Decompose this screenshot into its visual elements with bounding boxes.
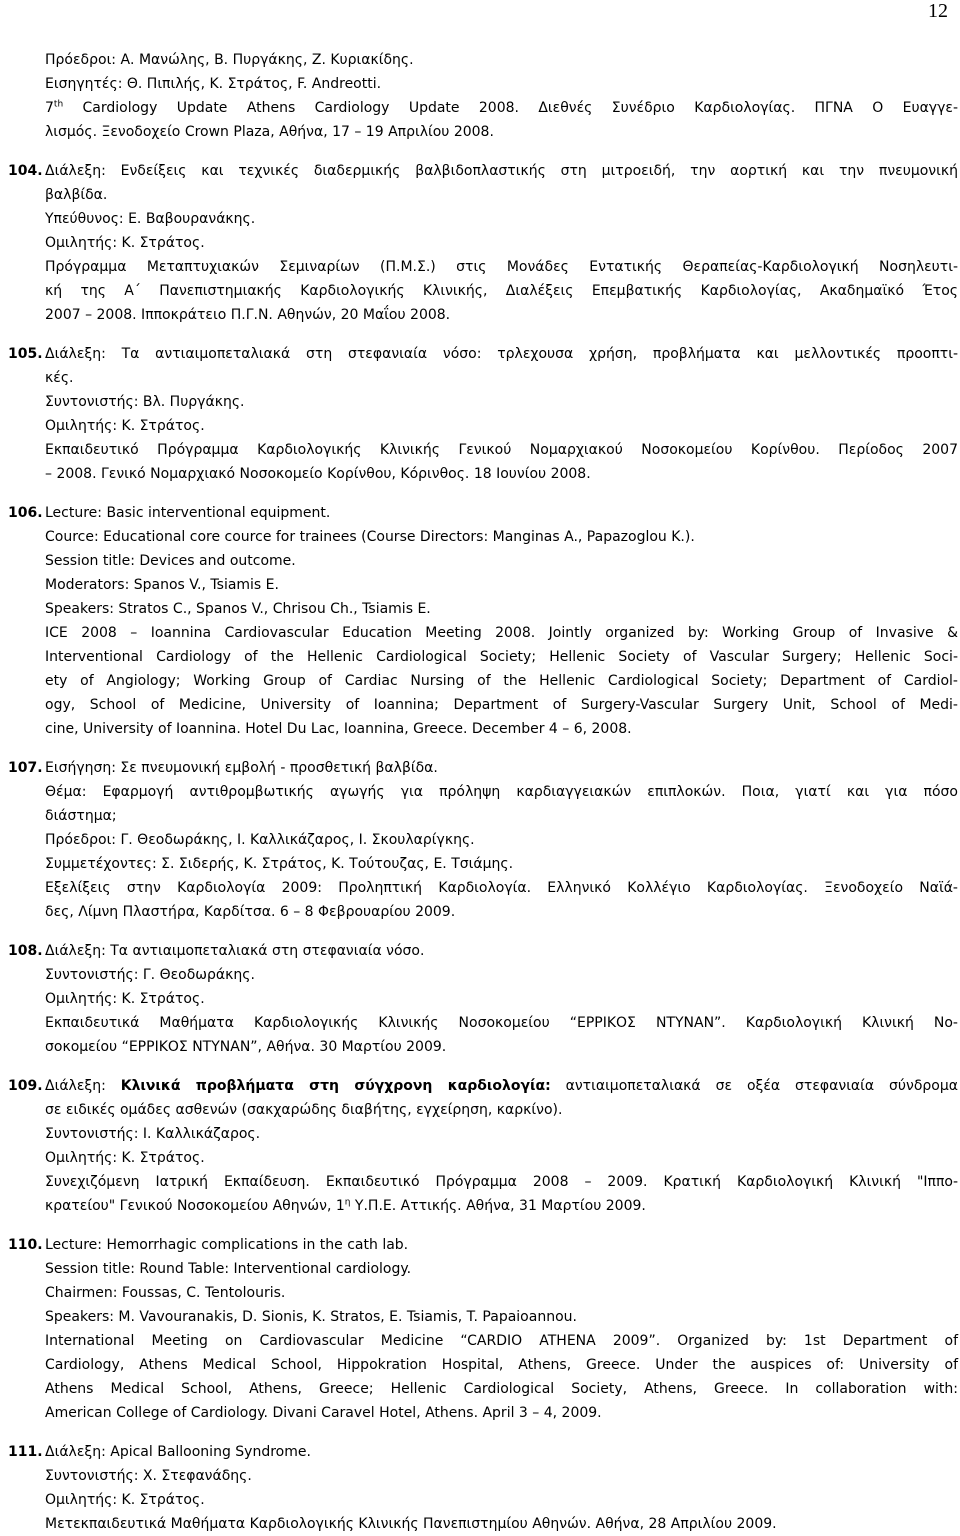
- entry-line: Session title: Devices and outcome.: [45, 553, 296, 569]
- entry-line: Συνεχιζόμενη Ιατρική Εκπαίδευση. Εκπαιδευτικό Πρόγραμμα 2008 – 2009. Κρατική Καρδιολογική Κλινική "Ιππο-: [45, 1174, 958, 1190]
- entry-line: Cardiology, Athens Medical School, Hippokration Hospital, Athens, Greece. Under the auspices of: University of: [45, 1357, 958, 1373]
- intro-line: Πρόεδροι: Α. Μανώλης, Β. Πυργάκης, Ζ. Κυριακίδης.: [45, 52, 414, 68]
- intro-line: Εισηγητές: Θ. Πιπιλής, Κ. Στράτος, F. Andreotti.: [45, 76, 382, 92]
- entry-line: Διάλεξη: Τα αντιαιμοπεταλιακά στη στεφανιαία νόσο.: [45, 943, 425, 959]
- entry-text: Υ.Π.Ε. Αττικής. Αθήνα, 31 Μαρτίου 2009.: [350, 1198, 646, 1214]
- entry-line: κή της Α΄ Πανεπιστημιακής Καρδιολογικής Κλινικής, Διαλέξεις Επεμβατικής Καρδιολογίας, Ακαδημαϊκό Έτος: [45, 283, 958, 299]
- entry-109: [8, 1074, 958, 1218]
- entry-line: Συντονιστής: Ι. Καλλικάζαρος.: [45, 1126, 261, 1142]
- intro-line: λισμός. Ξενοδοχείο Crown Plaza, Αθήνα, 17 – 19 Απριλίου 2008.: [45, 124, 494, 140]
- entry-line: ety of Angiology; Working Group of Cardiac Nursing of the Hellenic Cardiological Society; Department of Cardiol-: [45, 673, 958, 689]
- entry-line: Διάλεξη: Τα αντιαιμοπεταλιακά στη στεφανιαία νόσο: τρλεχουσα χρήση, προβλήματα και μελλοντικές προοπτι-: [45, 346, 958, 362]
- entry-line: Εκπαιδευτικά Μαθήματα Καρδιολογικής Κλινικής Νοσοκομείου “ΕΡΡΙΚΟΣ ΝΤΥΝΑΝ”. Καρδιολογική Κλινική Νο-: [45, 1015, 958, 1031]
- entry-line: Υπεύθυνος: Ε. Βαβουρανάκης.: [45, 211, 256, 227]
- entry-line: Session title: Round Table: Interventional cardiology.: [45, 1261, 412, 1277]
- entry-number: 110.: [8, 1237, 43, 1253]
- entry-106: [8, 501, 958, 741]
- entry-line: Speakers: M. Vavouranakis, D. Sionis, K. Stratos, E. Tsiamis, T. Papaioannou.: [45, 1309, 577, 1325]
- entry-line: Ομιλητής: Κ. Στράτος.: [45, 1492, 205, 1508]
- entry-number: 111.: [8, 1444, 43, 1460]
- entry-105: [8, 342, 958, 486]
- entry-line: βαλβίδα.: [45, 187, 108, 203]
- entry-line: ICE 2008 – Ioannina Cardiovascular Education Meeting 2008. Jointly organized by: Working Group of Invasive &: [45, 625, 958, 641]
- intro-text: 7: [45, 100, 54, 116]
- entry-line: Ομιλητής: Κ. Στράτος.: [45, 418, 205, 434]
- entry-number: 104.: [8, 163, 43, 179]
- superscript: η: [344, 1197, 351, 1208]
- entry-line: Ομιλητής: Κ. Στράτος.: [45, 235, 205, 251]
- entry-line: [45, 1074, 958, 1098]
- entry-line: Εκπαιδευτικό Πρόγραμμα Καρδιολογικής Κλινικής Γενικού Νομαρχιακού Νοσοκομείου Κορίνθου. Περίοδος 2007: [45, 442, 958, 458]
- entry-number: 108.: [8, 943, 43, 959]
- entry-line: σε ειδικές ομάδες ασθενών (σακχαρώδης διαβήτης, εγχείρηση, καρκίνο).: [45, 1102, 563, 1118]
- entry-number: 107.: [8, 760, 43, 776]
- entry-text: αντιαιμοπεταλιακά σε οξέα στεφανιαία σύνδρομα: [550, 1078, 958, 1094]
- entry-line: Πρόγραμμα Μεταπτυχιακών Σεμιναρίων (Π.Μ.Σ.) στις Μονάδες Εντατικής Θεραπείας-Καρδιολογική Νοσηλευτι-: [45, 259, 958, 275]
- bold-topic: Κλινικά προβλήματα στη σύγχρονη καρδιολογία:: [120, 1078, 551, 1094]
- entry-text: κρατείου" Γενικού Νοσοκομείου Αθηνών, 1: [45, 1198, 345, 1214]
- document-body: [8, 48, 958, 1536]
- entry-line: Συντονιστής: Γ. Θεοδωράκης.: [45, 967, 255, 983]
- entry-110: [8, 1233, 958, 1425]
- entry-line: cine, University of Ioannina. Hotel Du Lac, Ioannina, Greece. December 4 – 6, 2008.: [45, 721, 632, 737]
- entry-number: 109.: [8, 1078, 43, 1094]
- entry-108: [8, 939, 958, 1059]
- entry-line: Διάλεξη: Apical Ballooning Syndrome.: [45, 1444, 311, 1460]
- superscript: th: [53, 99, 64, 110]
- entry-line: Εξελίξεις στην Καρδιολογία 2009: Προληπτική Καρδιολογία. Ελληνικό Κολλέγιο Καρδιολογίας. Ξενοδοχείο Ναϊά-: [45, 880, 958, 896]
- entry-line: ogy, School of Medicine, University of Ioannina; Department of Surgery-Vascular Surgery Unit, School of Medi-: [45, 697, 958, 713]
- entry-line: Πρόεδροι: Γ. Θεοδωράκης, Ι. Καλλικάζαρος, Ι. Σκουλαρίγκης.: [45, 832, 475, 848]
- entry-line: Lecture: Basic interventional equipment.: [45, 505, 331, 521]
- entry-intro: [45, 48, 958, 144]
- entry-line: Συμμετέχοντες: Σ. Σιδερής, Κ. Στράτος, Κ. Τούτουζας, Ε. Τσιάμης.: [45, 856, 514, 872]
- entry-line: Θέμα: Εφαρμογή αντιθρομβωτικής αγωγής για πρόληψη καρδιαγγειακών επιπλοκών. Ποια, γιατί και για πόσο: [45, 784, 958, 800]
- page-number: 12: [928, 0, 948, 22]
- entry-number: 106.: [8, 505, 43, 521]
- entry-text: Διάλεξη:: [45, 1078, 121, 1094]
- intro-line: [45, 96, 958, 120]
- intro-text: Cardiology Update Athens Cardiology Update 2008. Διεθνές Συνέδριο Καρδιολογίας. ΠΓΝΑ Ο Ευαγγε-: [63, 100, 958, 116]
- entry-line: Ομιλητής: Κ. Στράτος.: [45, 991, 205, 1007]
- entry-line: – 2008. Γενικό Νομαρχιακό Νοσοκομείο Κορίνθου, Κόρινθος. 18 Ιουνίου 2008.: [45, 466, 591, 482]
- entry-line: Interventional Cardiology of the Hellenic Cardiological Society; Hellenic Society of Vascular Surgery; Hellenic Soci-: [45, 649, 958, 665]
- entry-line: Συντονιστής: Χ. Στεφανάδης.: [45, 1468, 252, 1484]
- entry-line: δες, Λίμνη Πλαστήρα, Καρδίτσα. 6 – 8 Φεβρουαρίου 2009.: [45, 904, 456, 920]
- entry-line: Cource: Educational core cource for trainees (Course Directors: Manginas A., Papazoglou K.).: [45, 529, 695, 545]
- entry-107: [8, 756, 958, 924]
- entry-line: Διάλεξη: Ενδείξεις και τεχνικές διαδερμικής βαλβιδοπλαστικής στη μιτροειδή, την αορτική και την πνευμονική: [45, 163, 958, 179]
- entry-104: [8, 159, 958, 327]
- entry-line: [45, 1194, 958, 1218]
- entry-line: Moderators: Spanos V., Tsiamis E.: [45, 577, 279, 593]
- entry-line: Ομιλητής: Κ. Στράτος.: [45, 1150, 205, 1166]
- entry-line: κές.: [45, 370, 74, 386]
- entry-line: American College of Cardiology. Divani Caravel Hotel, Athens. April 3 – 4, 2009.: [45, 1405, 602, 1421]
- entry-111: [8, 1440, 958, 1536]
- entry-line: International Meeting on Cardiovascular Medicine “CARDIO ATHENA 2009”. Organized by: 1st Department of: [45, 1333, 958, 1349]
- entry-number: 105.: [8, 346, 43, 362]
- entry-line: Athens Medical School, Athens, Greece; Hellenic Cardiological Society, Athens, Greece. In collaboration with:: [45, 1381, 958, 1397]
- entry-line: Lecture: Hemorrhagic complications in the cath lab.: [45, 1237, 409, 1253]
- entry-line: Συντονιστής: Βλ. Πυργάκης.: [45, 394, 245, 410]
- entry-line: Εισήγηση: Σε πνευμονική εμβολή - προσθετική βαλβίδα.: [45, 760, 438, 776]
- entry-line: 2007 – 2008. Ιπποκράτειο Π.Γ.Ν. Αθηνών, 20 Μαΐου 2008.: [45, 307, 451, 323]
- entry-line: Chairmen: Foussas, C. Tentolouris.: [45, 1285, 286, 1301]
- entry-line: σοκομείου “ΕΡΡΙΚΟΣ ΝΤΥΝΑΝ”, Αθήνα. 30 Μαρτίου 2009.: [45, 1039, 447, 1055]
- entry-line: Speakers: Stratos C., Spanos V., Chrisou Ch., Tsiamis E.: [45, 601, 431, 617]
- entry-line: Μετεκπαιδευτικά Μαθήματα Καρδιολογικής Κλινικής Πανεπιστημίου Αθηνών. Αθήνα, 28 Απριλίου 2009.: [45, 1516, 777, 1532]
- entry-line: διάστημα;: [45, 808, 117, 824]
